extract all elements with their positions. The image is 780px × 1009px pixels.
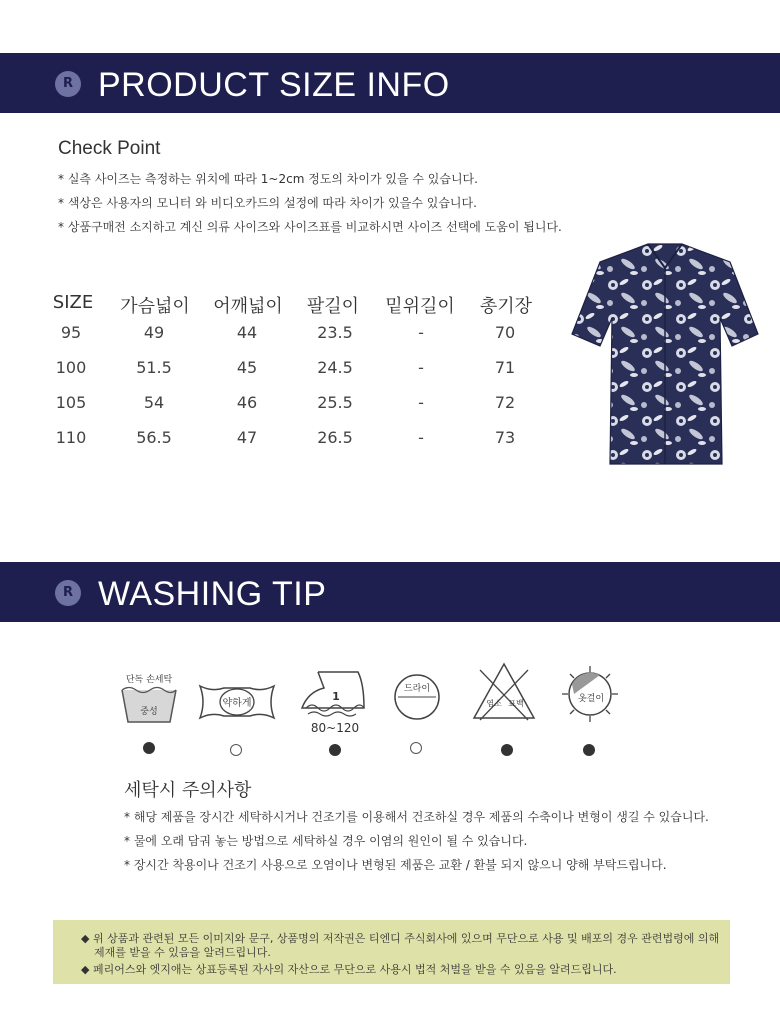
washing-caution-title: 세탁시 주의사항 <box>124 780 252 801</box>
gentle-spin-indicator <box>230 744 242 756</box>
bleach-label-left: 염소 <box>486 699 502 708</box>
section-title-size: PRODUCT SIZE INFO <box>98 66 450 104</box>
washing-tip-banner <box>0 562 780 622</box>
dry-clean-label: 드라이 <box>403 684 431 694</box>
table-cell: 47 <box>236 428 258 447</box>
iron-level: 1 <box>332 690 340 703</box>
brand-logo-icon: R <box>55 71 81 97</box>
table-cell: 46 <box>236 393 258 412</box>
copyright-line-cont: 제재를 받을 수 있음을 알려드립니다. <box>94 946 271 959</box>
hand-wash-sub-label: 중성 <box>140 707 158 717</box>
check-point-note: * 색상은 사용자의 모니터 와 비디오카드의 설정에 따라 차이가 있을수 있습니다. <box>58 196 477 210</box>
washing-caution-note: * 물에 오래 담궈 놓는 방법으로 세탁하실 경우 이염의 원인이 될 수 있습니다. <box>124 834 528 848</box>
table-header-rise: 밑위길이 <box>385 296 455 317</box>
table-header-size: SIZE <box>52 292 94 313</box>
table-cell: 56.5 <box>136 428 172 447</box>
check-point-note: * 상품구매전 소지하고 계신 의류 사이즈와 사이즈표를 비교하시면 사이즈 선택에 도움이 됩니다. <box>58 220 562 234</box>
table-cell: 44 <box>236 323 258 342</box>
table-cell: 54 <box>143 393 165 412</box>
copyright-notice <box>53 920 730 984</box>
brand-logo-icon: R <box>55 580 81 606</box>
table-cell: 49 <box>143 323 165 342</box>
table-cell: 95 <box>60 323 82 342</box>
table-header-chest: 가슴넓이 <box>120 296 190 317</box>
table-header-length: 총기장 <box>479 296 533 317</box>
washing-caution-note: * 장시간 착용이나 건조기 사용으로 오염이나 변형된 제품은 교환 / 환불 되지 않으니 양해 부탁드립니다. <box>124 858 667 872</box>
section-title-washing: WASHING TIP <box>98 575 327 613</box>
spin-label: 약하게 <box>222 698 252 709</box>
table-cell: - <box>418 393 424 412</box>
hang-dry-label: 옷걸이 <box>577 694 605 704</box>
iron-icon <box>298 664 372 736</box>
gentle-spin-icon <box>198 682 276 722</box>
table-cell: - <box>418 358 424 377</box>
table-cell: 72 <box>494 393 516 412</box>
hang-dry-icon <box>560 664 620 724</box>
table-cell: 110 <box>55 428 87 447</box>
table-cell: 105 <box>55 393 87 412</box>
hand-wash-indicator <box>143 742 155 754</box>
table-cell: - <box>418 323 424 342</box>
table-cell: 26.5 <box>317 428 353 447</box>
check-point-note: * 실측 사이즈는 측정하는 위치에 따라 1~2cm 정도의 차이가 있을 수 있습니다. <box>58 172 478 186</box>
dry-clean-icon <box>392 672 442 722</box>
table-cell: 25.5 <box>317 393 353 412</box>
no-bleach-indicator <box>501 744 513 756</box>
table-cell: 45 <box>236 358 258 377</box>
iron-temp-label: 80~120 <box>310 721 360 735</box>
table-cell: 70 <box>494 323 516 342</box>
dry-clean-indicator <box>410 742 422 754</box>
table-cell: - <box>418 428 424 447</box>
table-cell: 73 <box>494 428 516 447</box>
washing-caution-note: * 해당 제품을 장시간 세탁하시거나 건조기를 이용해서 건조하실 경우 제품의 수축이나 변형이 생길 수 있습니다. <box>124 810 709 824</box>
table-header-sleeve: 팔길이 <box>306 296 360 317</box>
product-size-banner <box>0 53 780 113</box>
table-cell: 24.5 <box>317 358 353 377</box>
table-header-shoulder: 어깨넓이 <box>213 296 283 317</box>
bleach-label-right: 표백 <box>508 699 524 708</box>
iron-indicator <box>329 744 341 756</box>
no-bleach-icon <box>472 662 536 722</box>
table-cell: 100 <box>55 358 87 377</box>
hang-dry-indicator <box>583 744 595 756</box>
hand-wash-icon <box>118 668 180 724</box>
copyright-line: ◆ 위 상품과 관련된 모든 이미지와 문구, 상품명의 저작권은 티엔디 주식회사에 있으며 무단으로 사용 및 배포의 경우 관련법령에 의해 <box>81 932 720 945</box>
table-cell: 23.5 <box>317 323 353 342</box>
trademark-line: ◆ 페리어스와 엣지애는 상표등록된 자사의 자산으로 무단으로 사용시 법적 처벌을 받을 수 있음을 알려드립니다. <box>81 963 617 976</box>
check-point-title: Check Point <box>58 138 161 159</box>
hand-wash-label: 단독 손세탁 <box>125 675 173 685</box>
table-cell: 71 <box>494 358 516 377</box>
product-shirt-image <box>570 242 760 474</box>
table-cell: 51.5 <box>136 358 172 377</box>
